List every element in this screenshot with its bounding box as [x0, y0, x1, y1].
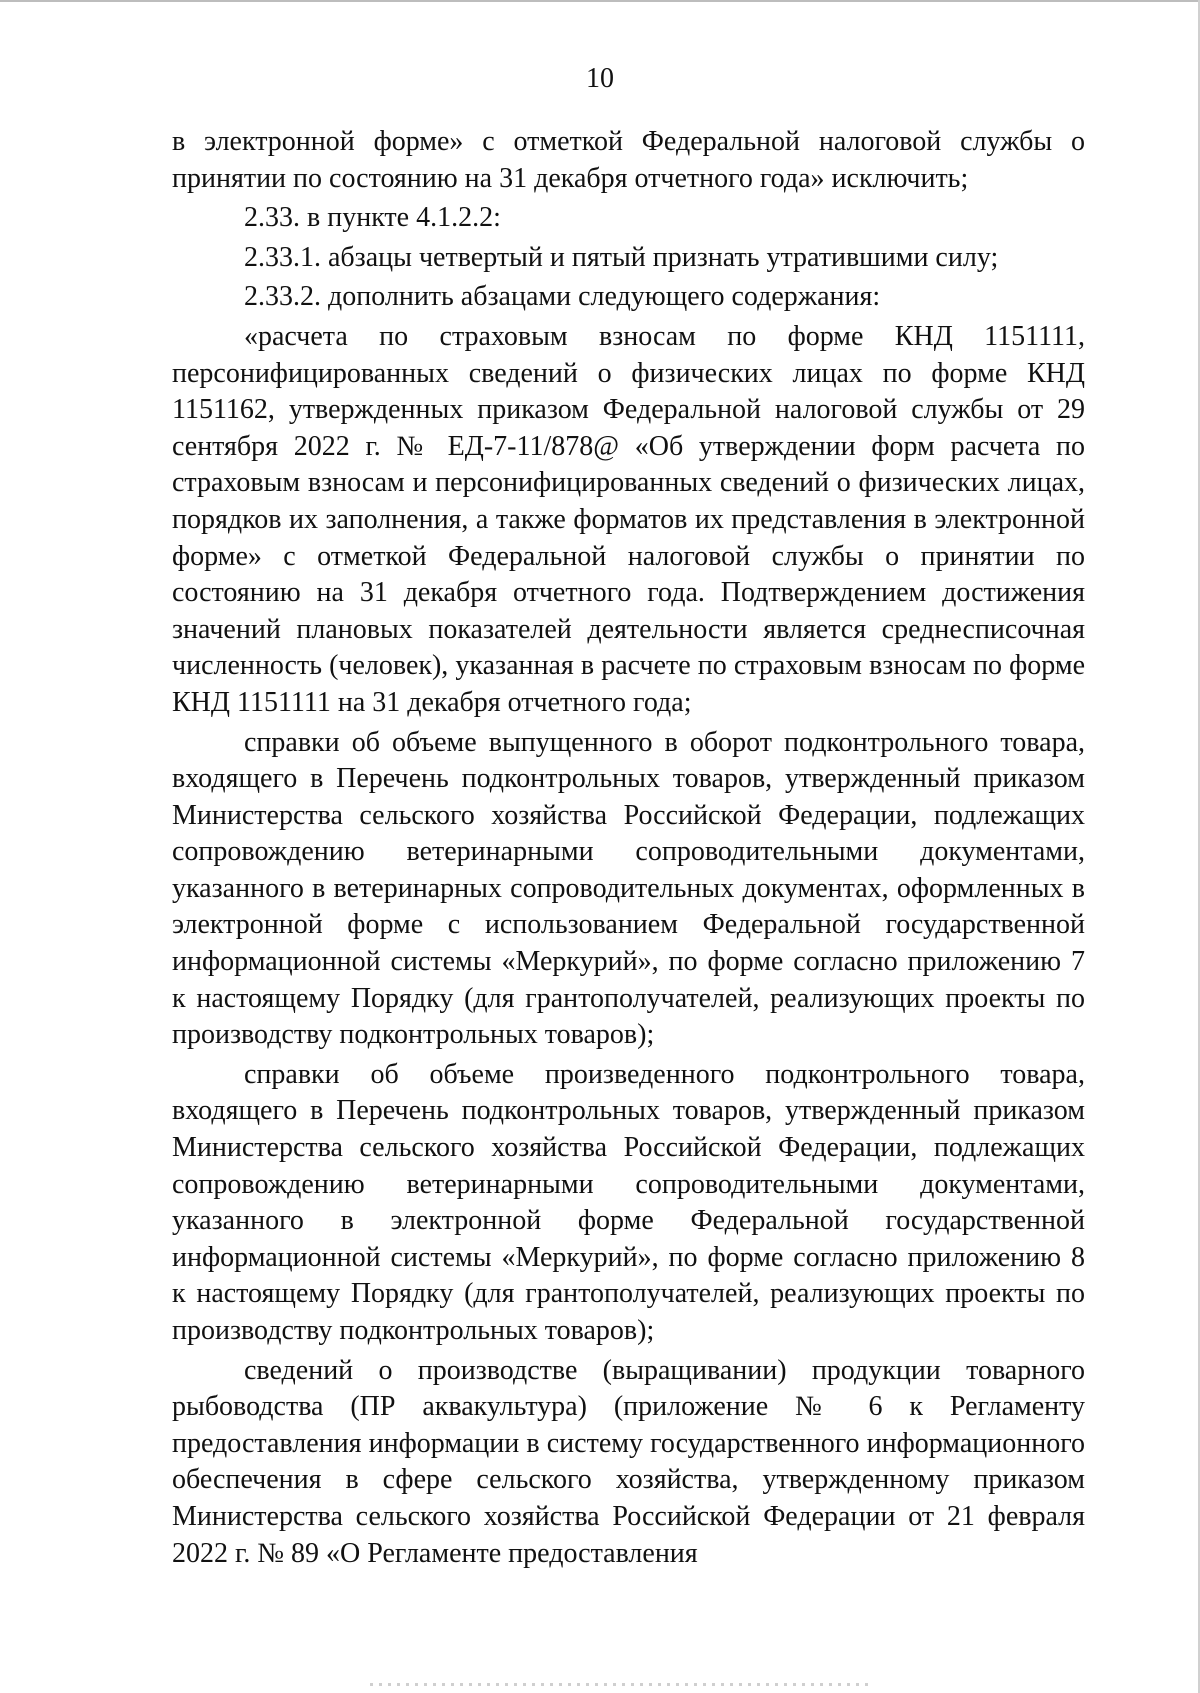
paragraph-continuation: в электронной форме» с отметкой Федеральной налоговой службы о принятии по состоянию на 31 декабря отчетного года» исключить;: [172, 126, 1085, 194]
paragraph-certificate-produced-goods: справки об объеме произведенного подконтрольного товара, входящего в Перечень подконтрольных товаров, утвержденный приказом Министерства сельского хозяйства Российской Федерации, подлежащих сопровождению ветеринарными сопроводительными документами, указанного в электронной форме Федеральной государственной информационной системы «Меркурий», по форме согласно приложению 8 к настоящему Порядку (для грантополучателей, реализующих проекты по производству подконтрольных товаров);: [172, 1058, 1085, 1346]
paragraph-item-2-33: 2.33. в пункте 4.1.2.2:: [244, 202, 501, 234]
paragraph-calculation-insurance: «расчета по страховым взносам по форме КНД 1151111, персонифицированных сведений о физических лицах по форме КНД 1151162, утвержденных приказом Федеральной налоговой службы от 29 сентября 2022 г. № ЕД-7-11/878@ «Об утверждении форм расчета по страховым взносам и персонифицированных сведений о физических лицах, порядков их заполнения, а также форматов их представления в электронной форме» с отметкой Федеральной налоговой службы о принятии по состоянию на 31 декабря отчетного года. Подтверждением достижения значений плановых показателей деятельности является среднесписочная численность (человек), указанная в расчете по страховым взносам по форме КНД 1151111 на 31 декабря отчетного года;: [172, 320, 1085, 718]
paragraph-certificate-released-goods: справки об объеме выпущенного в оборот подконтрольного товара, входящего в Перечень подконтрольных товаров, утвержденный приказом Министерства сельского хозяйства Российской Федерации, подлежащих сопровождению ветеринарными сопроводительными документами, указанного в ветеринарных сопроводительных документах, оформленных в электронной форме с использованием Федеральной государственной информационной системы «Меркурий», по форме согласно приложению 7 к настоящему Порядку (для грантополучателей, реализующих проекты по производству подконтрольных товаров);: [172, 726, 1085, 1051]
paragraph-aquaculture-info: сведений о производстве (выращивании) продукции товарного рыбоводства (ПР аквакультура) (приложение № 6 к Регламенту предоставления информации в систему государственного информационного обеспечения в сфере сельского хозяйства, утвержденному приказом Министерства сельского хозяйства Российской Федерации от 21 февраля 2022 г. № 89 «О Регламенте предоставления: [172, 1354, 1085, 1569]
page-top-edge: [0, 0, 1200, 2]
document-body: [172, 124, 1085, 1572]
paragraph-item-2-33-2: 2.33.2. дополнить абзацами следующего содержания:: [244, 281, 881, 313]
page-number: 10: [586, 63, 614, 94]
paragraph-item-2-33-1: 2.33.1. абзацы четвертый и пятый признать утратившими силу;: [244, 241, 999, 273]
scan-noise-bottom: [370, 1683, 870, 1686]
